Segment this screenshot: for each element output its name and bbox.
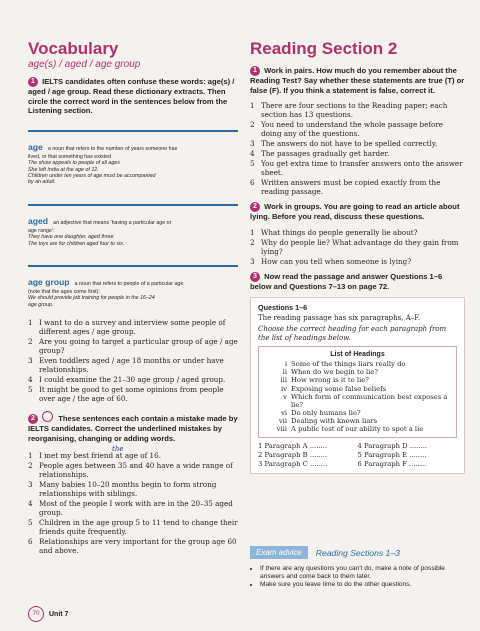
list-item: [28, 499, 238, 517]
statement-list: [250, 101, 465, 196]
item-number: 5: [250, 159, 255, 169]
item-text: Most of the people I work with are in the 20–35 aged group.: [39, 499, 233, 518]
dictionary-entry-age-group: [28, 265, 238, 308]
heading-text: How wrong is it to lie?: [291, 376, 369, 385]
sentence-list: [28, 318, 238, 403]
questions-intro: The reading passage has six paragraphs, A–F.: [258, 314, 421, 323]
dictionary-entry-aged: [28, 204, 238, 247]
item-number: 1: [250, 101, 255, 111]
exercise-number-badge: 3: [250, 272, 260, 282]
heading-item: [265, 360, 450, 368]
item-text: The answers do not have to be spelled correctly.: [261, 139, 438, 149]
list-item: [250, 139, 465, 148]
vocab-ex1-instruction: [28, 77, 238, 116]
roman-numeral: vii: [278, 416, 287, 425]
item-text: You need to understand the whole passage before doing any of the questions.: [261, 120, 444, 139]
item-text: I met my best friend at age of 16.: [39, 451, 161, 461]
reading-ex3-text: Now read the passage and answer Questions 1–6 below and Questions 7–13 on page 72.: [250, 271, 443, 291]
reading-title: Reading Section 2: [250, 39, 398, 58]
item-text: I could examine the 21–30 age group / aged group.: [39, 375, 226, 385]
paragraph-answer[interactable]: 6 Paragraph F ........: [357, 460, 427, 469]
dict-line: a noun that refers to people of a particular age: [74, 281, 184, 288]
item-number: 2: [250, 120, 255, 130]
paragraph-answer[interactable]: 4 Paragraph D ........: [357, 442, 428, 451]
item-text: How can you tell when someone is lying?: [261, 256, 412, 266]
dict-example: Children under ten years of age must be accompanied: [28, 173, 156, 179]
dict-headword: aged: [28, 215, 49, 226]
vocab-ex1-text: IELTS candidates often confuse these words: age(s) / aged / age group. Read these dictionary extracts. Then circle the correct word in the sentences below from the Listening section.: [28, 77, 235, 116]
list-item: [28, 318, 238, 336]
item-number: 6: [250, 178, 255, 188]
dict-example: by an adult.: [28, 179, 56, 186]
list-of-headings: [258, 346, 457, 438]
paragraph-answer[interactable]: 3 Paragraph C ........: [258, 460, 328, 469]
dict-example: The show appeals to people of all ages: [28, 160, 120, 167]
reading-ex1-instruction: [250, 66, 465, 95]
list-item: [28, 375, 238, 384]
heading-item: [265, 376, 450, 384]
paragraph-answer-grid: [258, 442, 457, 468]
list-item: [28, 337, 238, 355]
exercise-number-badge: 1: [250, 66, 260, 76]
questions-instruction: Choose the correct heading for each paragraph from the list of headings below.: [258, 324, 447, 342]
list-item: [250, 257, 465, 266]
list-item: [250, 159, 465, 177]
heading-item: [265, 425, 450, 433]
list-item: [28, 480, 238, 498]
list-item: [28, 518, 238, 536]
dict-line: an adjective that means 'having a particular age or: [53, 219, 172, 226]
item-number: 2: [28, 461, 33, 471]
dict-line: age range':: [28, 227, 55, 234]
heading-item: [265, 368, 450, 376]
item-number: 4: [250, 149, 255, 159]
vocabulary-subtitle: age(s) / aged / age group: [28, 59, 141, 70]
vocab-ex2-text: These sentences each contain a mistake made by IELTS candidates. Correct the underlined mistakes by reorganising, changing or adding words.: [28, 414, 238, 443]
dict-headword: age group: [28, 277, 70, 288]
item-number: 3: [250, 256, 255, 266]
page-footer: [28, 606, 68, 622]
roman-numeral: ii: [282, 368, 287, 377]
dict-line: lived, or that something has existed: [28, 153, 112, 160]
item-text: What things do people generally lie about?: [261, 227, 418, 237]
list-item: • Make sure you leave time to do the other questions.: [260, 581, 465, 589]
item-text: Even toddlers aged / age 18 months or under have relationships.: [39, 356, 224, 375]
roman-numeral: viii: [276, 425, 287, 433]
mistake-list: [28, 451, 238, 555]
item-text: People ages between 35 and 40 have a wide range of relationships.: [39, 461, 233, 480]
heading-text: Some of the things liars really do: [291, 360, 406, 369]
paragraph-answer[interactable]: 5 Paragraph E ........: [357, 451, 427, 460]
item-number: 6: [28, 537, 33, 547]
vocabulary-column: [28, 40, 238, 556]
item-text: Many babies 10–20 months begin to form strong relationships with siblings.: [39, 480, 217, 499]
item-text: Written answers must be copied exactly from the reading passage.: [261, 178, 441, 197]
heading-item: [265, 393, 450, 409]
reading-ex2-instruction: [250, 202, 465, 222]
item-number: 1: [28, 451, 33, 461]
exercise-number-badge: 2: [28, 414, 38, 424]
roman-numeral: v: [283, 392, 287, 401]
reading-column: [250, 40, 465, 474]
heading-item: [265, 417, 450, 425]
vocab-ex2-instruction: [28, 411, 238, 443]
list-item: [28, 461, 238, 479]
headings-title: List of Headings: [330, 351, 385, 359]
list-item: [28, 385, 238, 403]
vocabulary-title: Vocabulary: [28, 39, 119, 58]
exam-advice-tab: Exam advice: [250, 546, 308, 559]
heading-item: [265, 385, 450, 393]
questions-box: [250, 297, 465, 474]
heading-text: Do only humans lie?: [291, 408, 361, 417]
reading-ex1-text: Work in pairs. How much do you remember about the Reading Test? Say whether these statements are true (T) or false (F). If you think a statement is false, correct it.: [250, 66, 465, 95]
item-number: 2: [250, 237, 255, 247]
dict-example: The toys are for children aged four to six.: [28, 240, 125, 247]
list-item: [250, 178, 465, 196]
item-text: The passages gradually get harder.: [261, 149, 390, 159]
item-text: Are you going to target a particular group of age / age group?: [39, 337, 238, 356]
item-number: 3: [28, 480, 33, 490]
item-text: I want to do a survey and interview some people of different ages / age group.: [39, 318, 226, 337]
item-number: 4: [28, 499, 33, 509]
heading-text: When do we begin to lie?: [291, 368, 378, 377]
roman-numeral: iii: [280, 376, 287, 385]
item-text: There are four sections to the Reading paper; each section has 13 questions.: [261, 101, 448, 120]
list-item: • If there are any questions you can't do, make a note of possible answers and come back to them later.: [260, 565, 465, 581]
dict-line: (note that the ages come first):: [28, 289, 100, 296]
item-text: You get extra time to transfer answers onto the answer sheet.: [261, 159, 463, 178]
dict-line: a noun that refers to the number of years someone has: [47, 145, 178, 152]
exam-advice-tips: [250, 565, 465, 589]
roman-numeral: vi: [280, 408, 287, 417]
item-text: Children in the age group 5 to 11 tend to change their friends quite frequently.: [39, 518, 238, 537]
item-number: 3: [250, 139, 255, 149]
item-number: 5: [28, 385, 33, 395]
exercise-number-badge: 2: [250, 202, 260, 212]
list-item: [250, 238, 465, 256]
handwritten-note: the: [112, 445, 124, 454]
dict-headword: age: [28, 141, 43, 152]
unit-label: Unit 7: [49, 610, 69, 618]
exercise-number-badge: 1: [28, 77, 38, 87]
item-number: 1: [250, 227, 255, 237]
reading-ex3-instruction: [250, 272, 465, 292]
item-number: 2: [28, 337, 33, 347]
list-item: [250, 101, 465, 119]
dict-example: She left India at the age of 12.: [28, 166, 99, 173]
heading-item: [265, 409, 450, 417]
exam-advice-box: [250, 546, 465, 589]
exam-advice-title: Reading Sections 1–3: [315, 547, 400, 558]
item-number: 4: [28, 375, 33, 385]
discussion-question-list: [250, 228, 465, 266]
item-number: 3: [28, 356, 33, 366]
list-item: [28, 451, 238, 460]
item-text: Why do people lie? What advantage do they gain from lying?: [261, 237, 459, 256]
item-number: 5: [28, 518, 33, 528]
exam-advice-header: [250, 546, 465, 559]
reading-ex2-text: Work in groups. You are going to read an article about lying. Before you read, discuss these questions.: [250, 202, 460, 222]
heading-text: Exposing some false beliefs: [291, 384, 387, 393]
list-item: [250, 120, 465, 138]
list-item: [28, 356, 238, 374]
list-item: [250, 149, 465, 158]
dict-example: We should provide job training for people in the 16–24: [28, 295, 155, 302]
list-item: [28, 537, 238, 555]
paragraph-answer[interactable]: 2 Paragraph B ........: [258, 451, 328, 460]
dict-example: age group.: [28, 301, 54, 308]
heading-text: Which form of communication best exposes a lie?: [291, 392, 448, 409]
item-text: Relationships are very important for the group age 60 and above.: [39, 537, 237, 556]
dictionary-entry-age: [28, 130, 238, 186]
dict-example: They have one daughter, aged three: [28, 234, 114, 241]
paragraph-answer[interactable]: 1 Paragraph A ........: [258, 442, 328, 451]
heading-text: A public test of our ability to spot a lie: [291, 425, 424, 433]
roman-numeral: i: [284, 360, 287, 369]
item-number: 1: [28, 318, 33, 328]
list-item: [250, 228, 465, 237]
questions-heading: Questions 1–6: [258, 303, 308, 313]
listening-icon: [42, 411, 53, 422]
roman-numeral: iv: [280, 384, 287, 393]
item-text: It might be good to get some opinions from people over age / the age of 60.: [39, 385, 224, 404]
page-number: 70: [28, 606, 44, 622]
heading-text: Dealing with known liars: [291, 416, 378, 425]
